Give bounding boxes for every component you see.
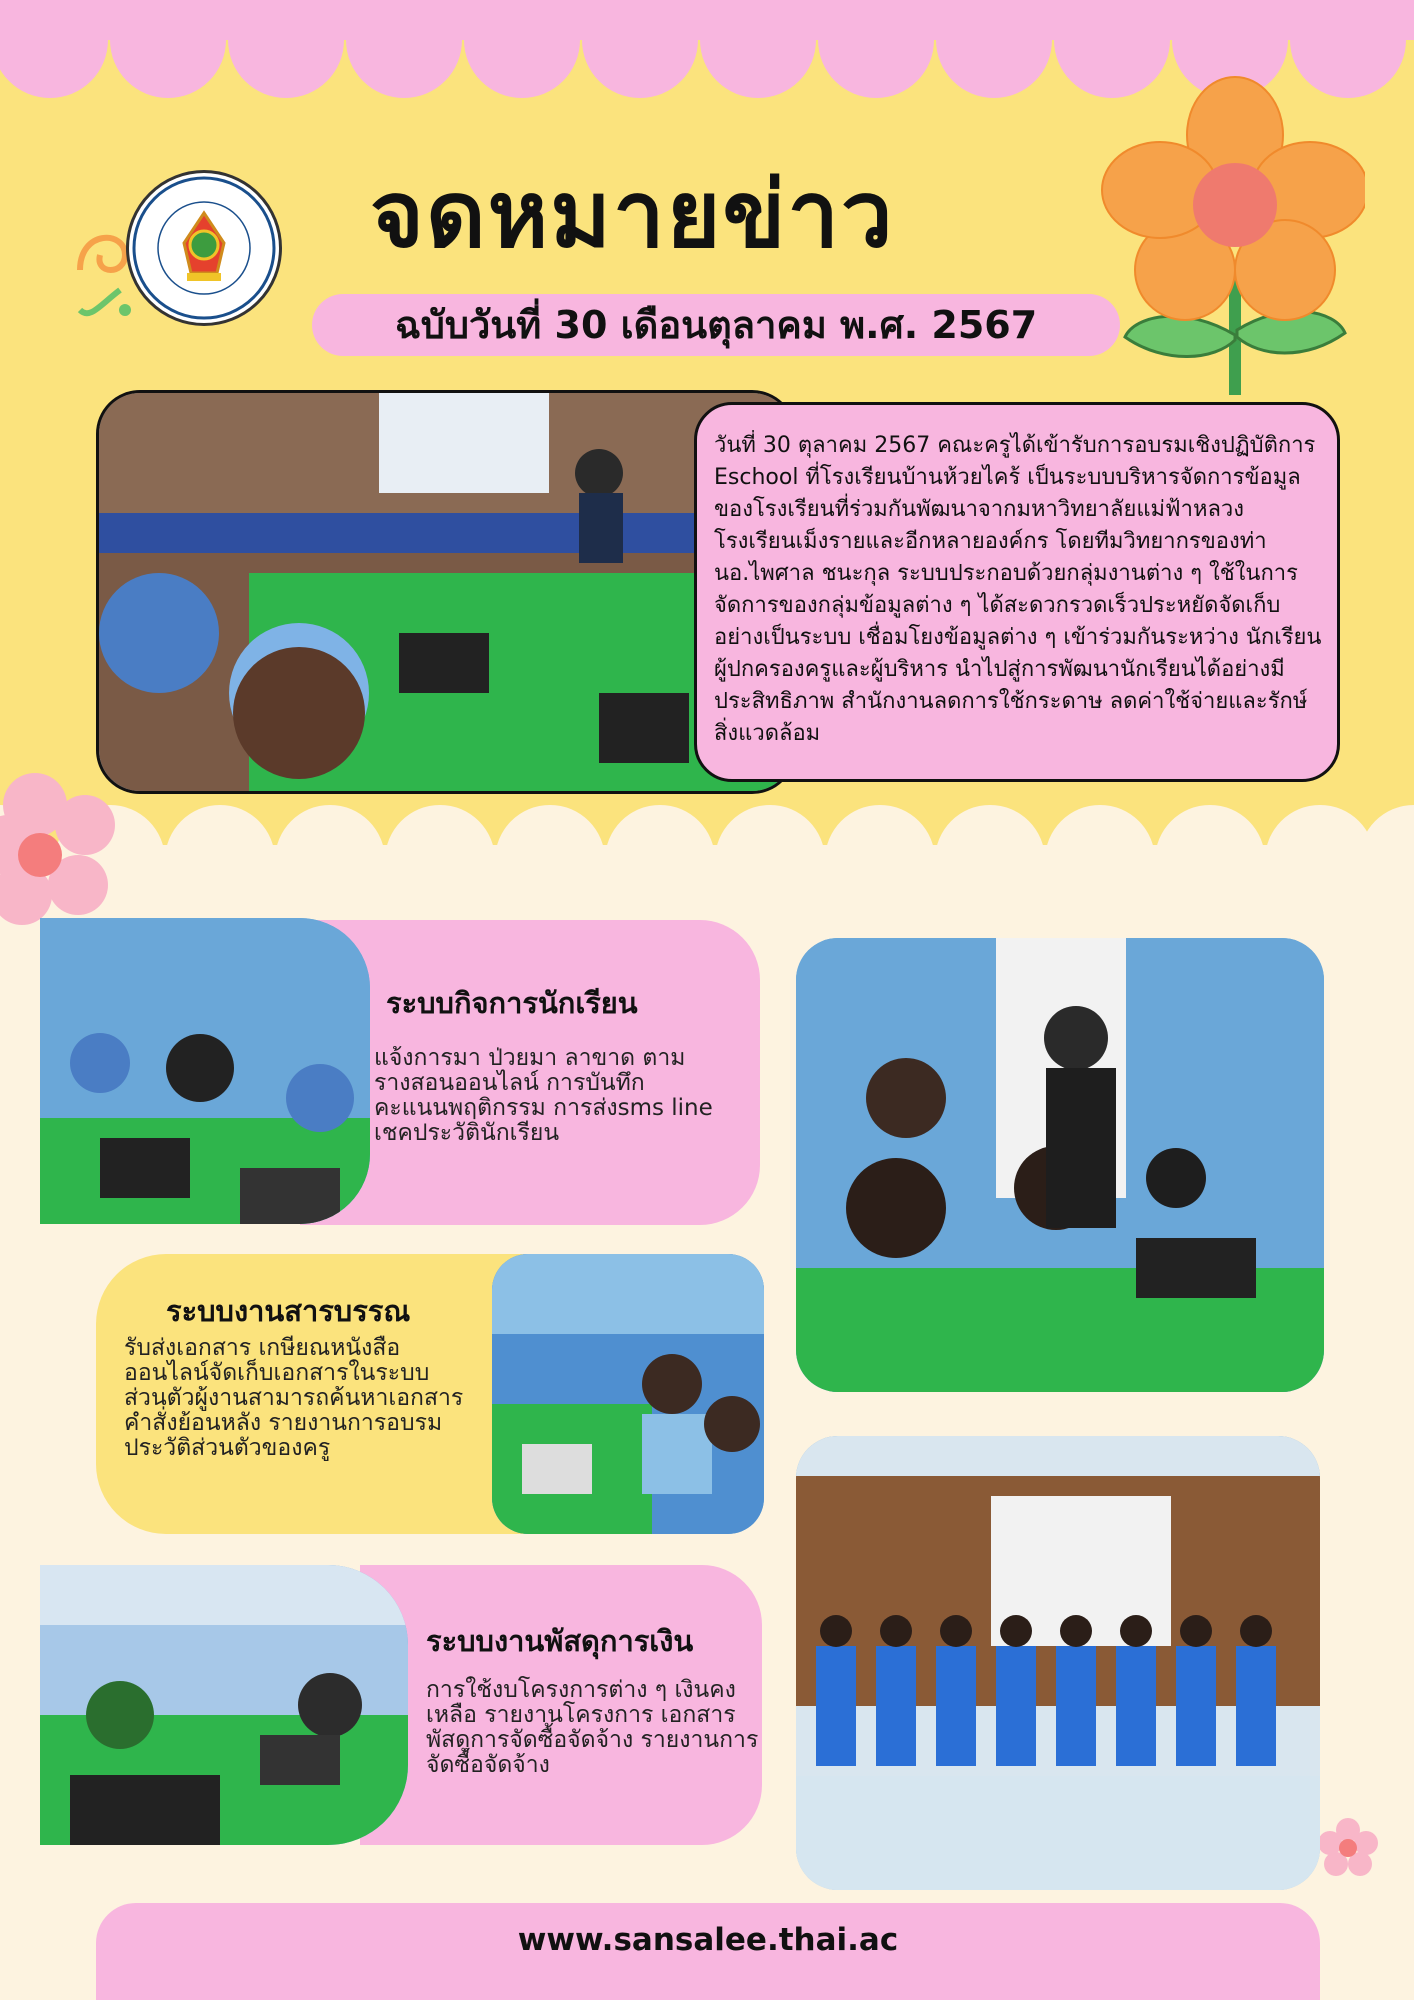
section-heading-student-affairs: ระบบกิจการนักเรียน [386,986,638,1020]
footer-website-link[interactable]: www.sansalee.thai.ac [517,1922,899,1958]
section-text-finance-system: การใช้งบโครงการต่าง ๆ เงินคงเหลือ รายงานโครงการ เอกสารพัสดุการจัดซื้อจัดจ้าง รายงานการจัดซื้อจัดจ้าง [426,1677,759,1778]
flower-decoration-icon [1095,75,1365,395]
training-photo-right [796,938,1324,1392]
group-photo-right [796,1436,1320,1890]
section-text-student-affairs: แจ้งการมา ป่วยมา ลาขาด ตามรางสอนออนไลน์ การบันทึกคะแนนพฤติกรรม การส่งsms line เชคประวัตินักเรียน [374,1045,713,1146]
logo-text [118,178,119,179]
school-logo [126,170,282,326]
intro-paragraph: วันที่ 30 ตุลาคม 2567 คณะครูได้เข้ารับการอบรมเชิงปฏิบัติการ Eschool ที่โรงเรียนบ้านห้วยไคร้ เป็นระบบบริหารจัดการข้อมูลของโรงเรียนที่ร่วมกันพัฒนาจากมหาวิทยาลัยแม่ฟ้าหลวง โรงเรียนเม็งรายและอีกหลายองค์กร โดยทีมวิทยากรของท่านอ.ไพศาล ชนะกุล ระบบประกอบด้วยกลุ่มงานต่าง ๆ ใช้ในการจัดการของกลุ่มข้อมูลต่าง ๆ ได้สะดวกรวดเร็วประหยัดจัดเก็บอย่างเป็นระบบ เชื่อมโยงข้อมูลต่าง ๆ เข้าร่วมกันระหว่าง นักเรียน ผู้ปกครองครูและผู้บริหาร นำไปสู่การพัฒนานักเรียนได้อย่างมีประสิทธิภาพ สำนักงานลดการใช้กระดาษ ลดค่าใช้จ่ายและรักษ์สิ่งแวดล้อม [714,433,1322,746]
pink-flower-decoration-icon [0,770,120,930]
section-text-document-system: รับส่งเอกสาร เกษียณหนังสือออนไลน์จัดเก็บเอกสารในระบบส่วนตัวผู้งานสามารถค้นหาเอกสารคำสั่งย้อนหลัง รายงานการอบรมประวัติส่วนตัวของครู [124,1335,464,1461]
finance-system-photo [40,1565,408,1845]
small-flower-decoration-icon [1318,1818,1378,1878]
section-heading-document-system: ระบบงานสารบรรณ [166,1294,411,1328]
student-affairs-photo [40,918,370,1224]
school-emblem-icon [129,173,279,323]
page-title: จดหมายข่าว [370,161,895,268]
document-system-photo [492,1254,764,1534]
middle-scallop-border [0,800,1414,900]
section-heading-finance-system: ระบบงานพัสดุการเงิน [426,1624,694,1658]
issue-date: ฉบับวันที่ 30 เดือนตุลาคม พ.ศ. 2567 [394,303,1038,347]
intro-photo [96,390,796,794]
